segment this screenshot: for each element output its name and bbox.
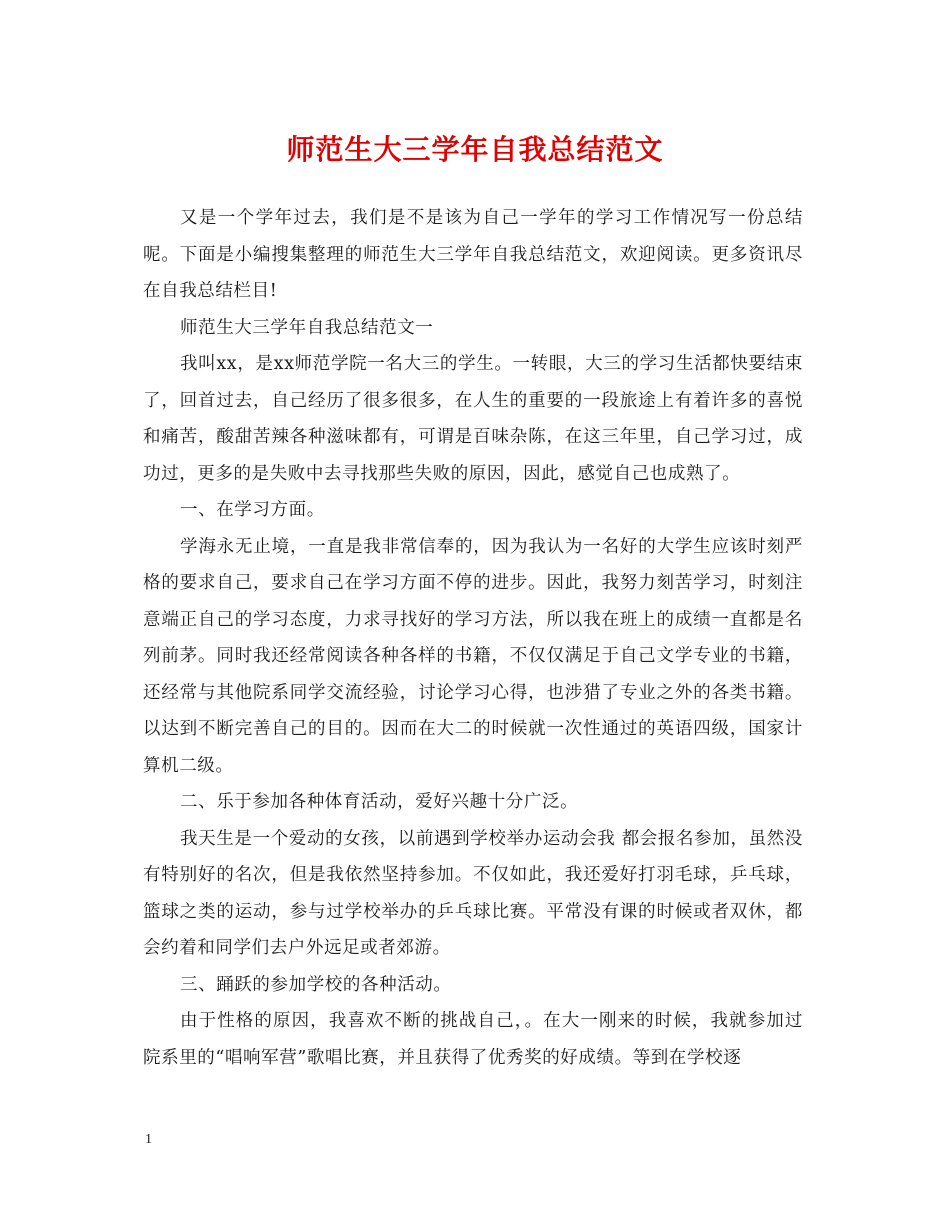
section-heading-study: 一、在学习方面。 [180,500,325,520]
document-title: 师范生大三学年自我总结范文 [286,133,664,166]
document-body [143,200,803,1076]
page-number: 1 [145,1132,152,1147]
paragraph-sports: 我天生是一个爱动的女孩，以前遇到学校举办运动会我 都会报名参加，虽然没有特别好的名次，但是我依然坚持参加。不仅如此，我还爱好打羽毛球，乒乓球，篮球之类的运动，参与过学校举办的乒乓球比赛。平常没有课的时候或者双休，都会约着和同学们去户外远足或者郊游。 [143,828,803,958]
paragraph-intro: 又是一个学年过去，我们是不是该为自己一学年的学习工作情况写一份总结呢。下面是小编搜集整理的师范生大三学年自我总结范文，欢迎阅读。更多资讯尽在自我总结栏目! [143,208,803,301]
section-heading-sports: 二、乐于参加各种体育活动，爱好兴趣十分广泛。 [180,792,579,812]
paragraph-subtitle: 师范生大三学年自我总结范文一 [180,317,434,338]
section-heading-activities: 三、踊跃的参加学校的各种活动。 [180,974,452,995]
paragraph-study: 学海永无止境，一直是我非常信奉的，因为我认为一名好的大学生应该时刻严格的要求自己，要求自己在学习方面不停的进步。因此，我努力刻苦学习，时刻注意端正自己的学习态度，力求寻找好的学习方法，所以我在班上的成绩一直都是名列前茅。同时我还经常阅读各种各样的书籍，不仅仅满足于自己文学专业的书籍，还经常与其他院系同学交流经验，讨论学习心得，也涉猎了专业之外的各类书籍。以达到不断完善自己的目的。因而在大二的时候就一次性通过的英语四级，国家计算机二级。 [143,536,803,776]
paragraph-self-intro: 我叫xx，是xx师范学院一名大三的学生。一转眼，大三的学习生活都快要结束了，回首过去，自己经历了很多很多，在人生的重要的一段旅途上有着许多的喜悦和痛苦，酸甜苦辣各种滋味都有，可谓是百味杂陈，在这三年里，自己学习过，成功过，更多的是失败中去寻找那些失败的原因，因此，感觉自己也成熟了。 [143,354,803,484]
paragraph-activities: 由于性格的原因，我喜欢不断的挑战自己，。在大一刚来的时候，我就参加过院系里的“唱响军营”歌唱比赛，并且获得了优秀奖的好成绩。等到在学校逐 [143,1011,803,1068]
